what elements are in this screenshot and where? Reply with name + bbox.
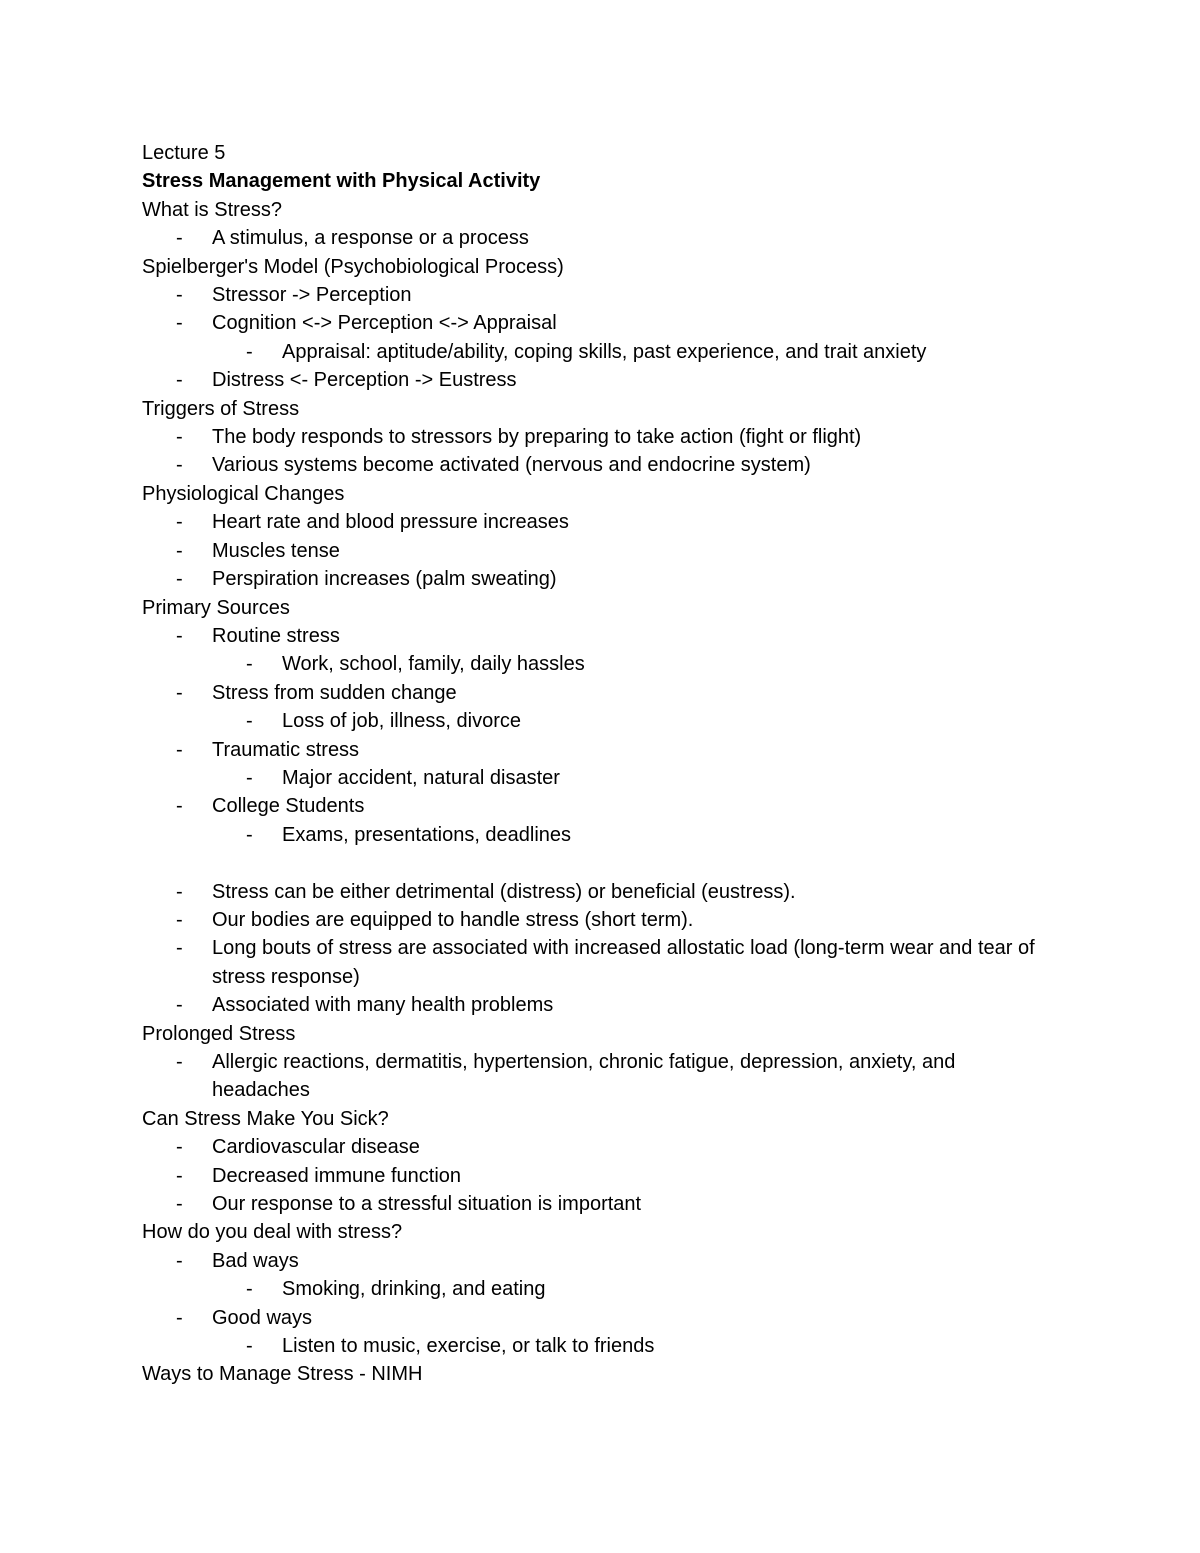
list-item-text: Work, school, family, daily hassles [282,653,585,676]
bullet-dash: - [176,312,183,335]
sub-list-item [142,1275,1062,1303]
bullet-dash: - [176,994,183,1017]
list-item [142,1048,1062,1105]
list-item [142,224,1062,252]
lecture-label: Lecture 5 [142,142,226,164]
section-heading: Can Stress Make You Sick? [142,1107,389,1130]
list-item [142,906,1062,934]
bullet-dash: - [176,284,183,307]
list-item-text: Good ways [212,1306,313,1329]
list-item-text: Bad ways [212,1249,299,1272]
list-item-text: Distress <- Perception -> Eustress [212,369,517,392]
bullet-dash: - [176,1050,183,1073]
sub-list-item [142,338,1062,366]
bullet-dash: - [176,738,183,761]
list-item-text: Stressor -> Perception [212,284,412,307]
list-item [142,792,1062,820]
bullet-dash: - [246,1278,253,1301]
bullet-dash: - [176,1136,183,1159]
list-item [142,736,1062,764]
list-item [142,537,1062,565]
section-heading: Spielberger's Model (Psychobiological Process) [142,255,564,278]
list-item [142,451,1062,479]
list-item-text: Stress from sudden change [212,681,457,704]
bullet-dash: - [176,568,183,591]
list-item-text: Loss of job, illness, divorce [282,710,522,733]
list-item [142,679,1062,707]
bullet-dash: - [176,454,183,477]
list-item-text: Our bodies are equipped to handle stress (short term). [212,908,694,931]
list-item-text: Major accident, natural disaster [282,766,560,789]
list-item [142,508,1062,536]
bullet-dash: - [176,539,183,562]
list-item-text: Allergic reactions, dermatitis, hypertension, chronic fatigue, depression, anxiety, and headaches [212,1050,956,1102]
bullet-dash: - [176,880,183,903]
list-item-text: A stimulus, a response or a process [212,227,529,250]
list-item-text: Traumatic stress [212,738,360,761]
bullet-dash: - [246,653,253,676]
list-item-text: Heart rate and blood pressure increases [212,511,569,534]
list-item [142,1190,1062,1218]
bullet-dash: - [176,227,183,250]
section-heading: Physiological Changes [142,482,345,505]
bullet-dash: - [246,340,253,363]
bullet-dash: - [176,937,183,960]
bullet-dash: - [246,766,253,789]
list-item [142,622,1062,650]
section-heading: Triggers of Stress [142,397,300,420]
bullet-dash: - [246,823,253,846]
list-item-text: Exams, presentations, deadlines [282,823,572,846]
sections-container [142,196,1062,1389]
list-item-text: Various systems become activated (nervous and endocrine system) [212,454,811,477]
list-item [142,934,1062,991]
bullet-dash: - [176,1249,183,1272]
list-item-text: Long bouts of stress are associated with increased allostatic load (long-term wear and tear of stress response) [212,937,1035,988]
bullet-dash: - [176,1306,183,1329]
section-heading: How do you deal with stress? [142,1221,403,1244]
list-item-text: Listen to music, exercise, or talk to friends [282,1335,655,1358]
list-item-text: College Students [212,795,365,818]
sub-list-item [142,650,1062,678]
list-item-text: Our response to a stressful situation is important [212,1193,642,1216]
list-item-text: Cardiovascular disease [212,1136,420,1159]
bullet-dash: - [176,1193,183,1216]
section-heading: Prolonged Stress [142,1022,296,1045]
list-item [142,366,1062,394]
section-heading: Ways to Manage Stress - NIMH [142,1363,423,1386]
list-item [142,565,1062,593]
sub-list-item [142,821,1062,849]
bullet-dash: - [176,624,183,647]
document-title: Stress Management with Physical Activity [142,170,541,193]
section-heading: Primary Sources [142,596,290,619]
sub-list-item [142,707,1062,735]
list-item [142,991,1062,1019]
list-item [142,1304,1062,1332]
list-item-text: Appraisal: aptitude/ability, coping skills, past experience, and trait anxiety [282,340,927,363]
section-heading: What is Stress? [142,198,283,221]
list-item [142,878,1062,906]
list-item-text: Smoking, drinking, and eating [282,1278,546,1301]
list-item [142,1133,1062,1161]
list-item [142,423,1062,451]
list-item-text: Decreased immune function [212,1164,462,1187]
bullet-dash: - [176,369,183,392]
bullet-dash: - [176,1164,183,1187]
list-item-text: Associated with many health problems [212,994,554,1017]
list-item-text: Cognition <-> Perception <-> Appraisal [212,312,557,335]
sub-list-item [142,1332,1062,1360]
list-item [142,281,1062,309]
list-item-text: The body responds to stressors by preparing to take action (fight or flight) [212,426,862,449]
bullet-dash: - [176,795,183,818]
bullet-dash: - [246,1335,253,1358]
list-item [142,1247,1062,1275]
list-item-text: Perspiration increases (palm sweating) [212,568,557,591]
list-item [142,1162,1062,1190]
list-item-text: Muscles tense [212,539,340,562]
blank-line [142,849,1062,877]
list-item [142,309,1062,337]
list-item-text: Routine stress [212,624,340,647]
sub-list-item [142,764,1062,792]
document-body [142,139,1062,1389]
bullet-dash: - [176,426,183,449]
bullet-dash: - [176,511,183,534]
bullet-dash: - [176,908,183,931]
list-item-text: Stress can be either detrimental (distress) or beneficial (eustress). [212,880,796,903]
bullet-dash: - [176,681,183,704]
bullet-dash: - [246,710,253,733]
